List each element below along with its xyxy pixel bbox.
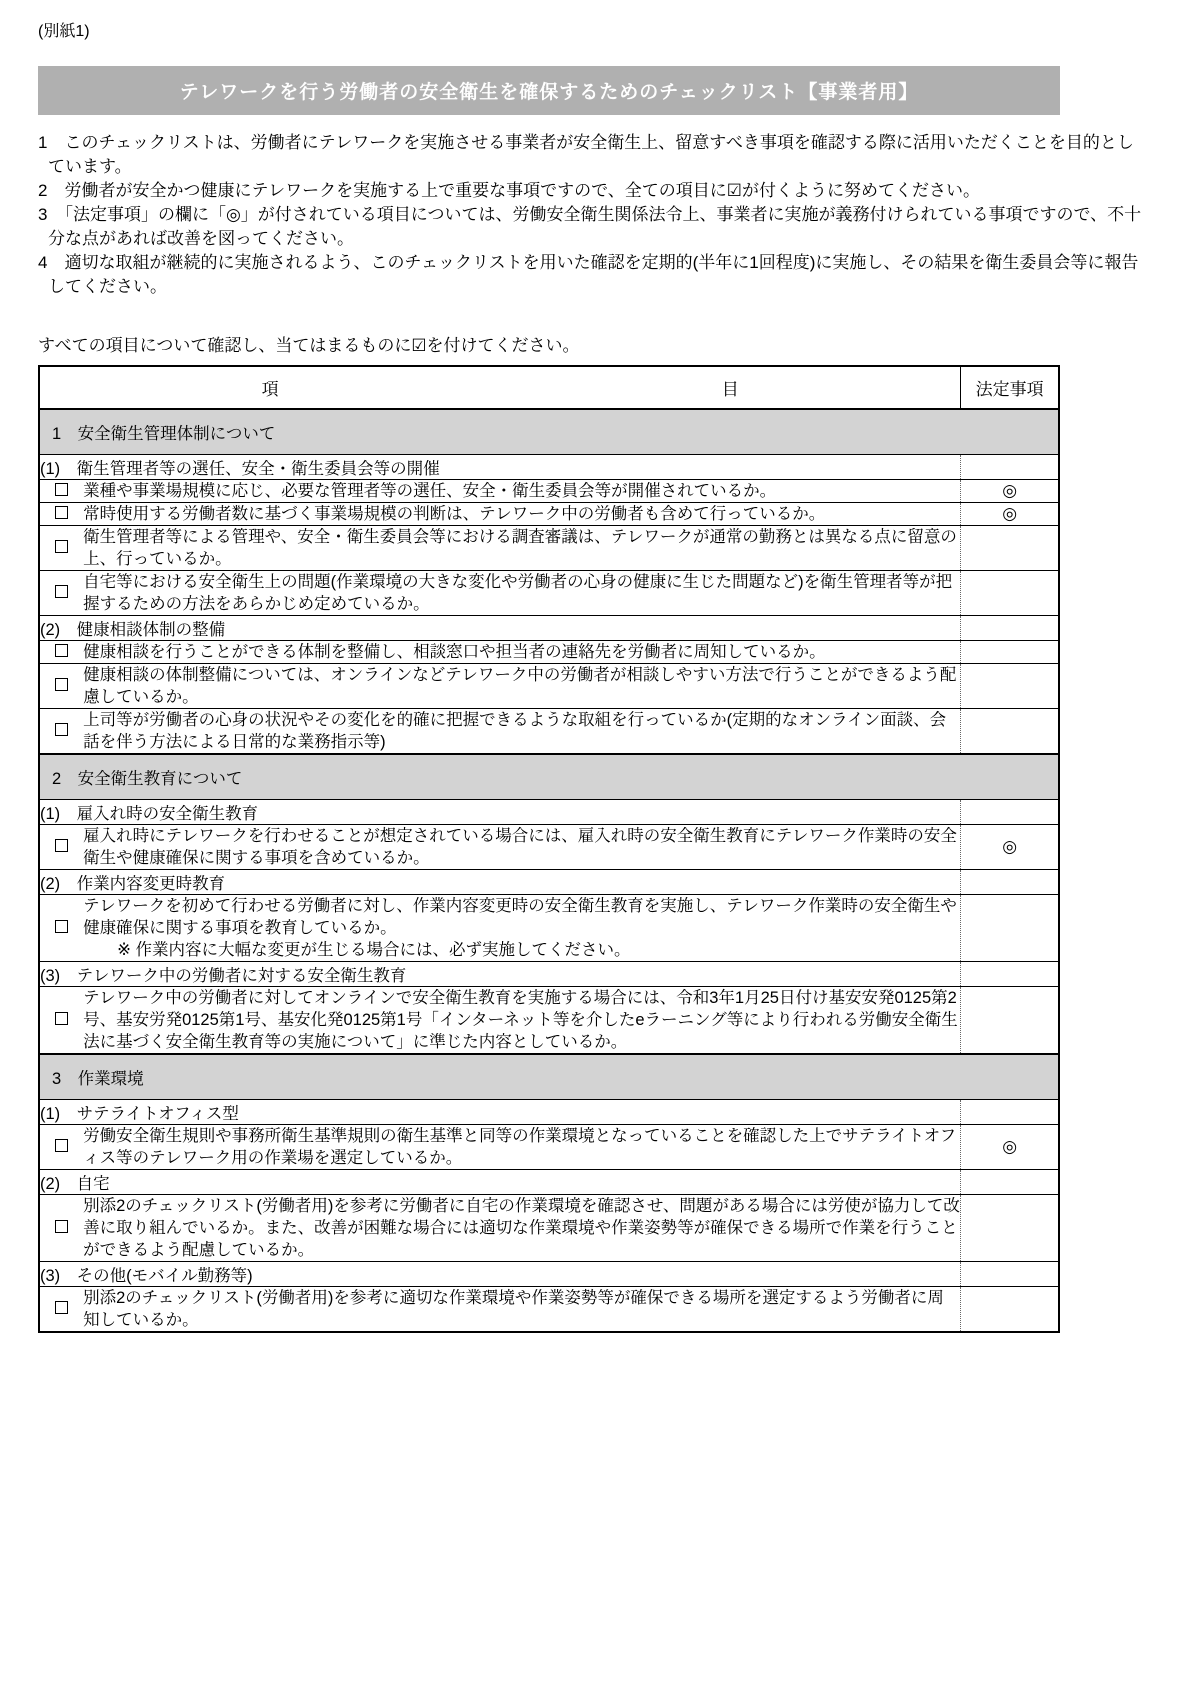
legal-cell-empty xyxy=(961,962,1059,987)
item-text: 雇入れ時にテレワークを行わせることが想定されている場合には、雇入れ時の安全衛生教育にテレワーク作業時の安全衛生や健康確保に関する事項を含めているか。 xyxy=(83,825,961,870)
item-text: テレワーク中の労働者に対してオンラインで安全衛生教育を実施する場合には、令和3年1月25日付け基安安発0125第2号、基安労発0125第1号、基安化発0125第1号「インターネット等を介したeラーニング等により行われる労働安全衛生法に基づく安全衛生教育等の実施について」に準じた内容としているか。 xyxy=(83,987,961,1055)
attachment-label: (別紙1) xyxy=(38,23,90,40)
item-text: 別添2のチェックリスト(労働者用)を参考に適切な作業環境や作業姿勢等が確保できる場所を選定するよう労働者に周知しているか。 xyxy=(83,1287,961,1333)
item-note: ※ 作業内容に大幅な変更が生じる場合には、必ず実施してください。 xyxy=(117,941,631,959)
checkbox-cell xyxy=(39,895,83,962)
section-title: 3 作業環境 xyxy=(39,1054,1059,1100)
intro-item-1: 1 このチェックリストは、労働者にテレワークを実施させる事業者が安全衛生上、留意すべき事項を確認する際に活用いただくことを目的としています。 xyxy=(38,133,1134,176)
legal-mark: ◎ xyxy=(961,480,1059,503)
checklist-item-row xyxy=(39,1287,1059,1333)
checklist-item-row xyxy=(39,503,1059,526)
column-header-item-left: 項 xyxy=(261,380,279,399)
legal-mark xyxy=(961,709,1059,755)
subsection-row xyxy=(39,962,1059,987)
intro-item-3: 3 「法定事項」の欄に「◎」が付されている項目については、労働安全衛生関係法令上、事業者に実施が義務付けられている事項ですので、不十分な点があれば改善を図ってください。 xyxy=(38,205,1142,248)
item-text: 衛生管理者等による管理や、安全・衛生委員会等における調査審議は、テレワークが通常の勤務とは異なる点に留意の上、行っているか。 xyxy=(83,526,961,571)
checklist-item-row xyxy=(39,480,1059,503)
checklist-instruction: すべての項目について確認し、当てはまるものに☑を付けてください。 xyxy=(38,336,580,355)
item-text: 健康相談の体制整備については、オンラインなどテレワーク中の労働者が相談しやすい方法で行うことができるよう配慮しているか。 xyxy=(83,664,961,709)
subsection-title: (1) 衛生管理者等の選任、安全・衛生委員会等の開催 xyxy=(39,455,961,480)
subsection-title: (3) テレワーク中の労働者に対する安全衛生教育 xyxy=(39,962,961,987)
item-checkbox[interactable] xyxy=(55,644,68,657)
checkbox-cell xyxy=(39,825,83,870)
subsection-title: (2) 作業内容変更時教育 xyxy=(39,870,961,895)
legal-cell-empty xyxy=(961,1100,1059,1125)
item-checkbox[interactable] xyxy=(55,723,68,736)
subsection-row xyxy=(39,616,1059,641)
checklist-item-row xyxy=(39,895,1059,962)
item-checkbox[interactable] xyxy=(55,1139,68,1152)
checklist-item-row xyxy=(39,571,1059,616)
checklist-table xyxy=(38,365,1060,1333)
item-checkbox[interactable] xyxy=(55,1220,68,1233)
legal-mark xyxy=(961,664,1059,709)
checklist-item-row xyxy=(39,987,1059,1055)
column-header-item xyxy=(39,366,961,409)
checklist-item-row xyxy=(39,1125,1059,1170)
section-title: 1 安全衛生管理体制について xyxy=(39,409,1059,455)
item-checkbox[interactable] xyxy=(55,1301,68,1314)
document-title: テレワークを行う労働者の安全衛生を確保するためのチェックリスト【事業者用】 xyxy=(38,66,1060,115)
checkbox-cell xyxy=(39,526,83,571)
subsection-row xyxy=(39,1100,1059,1125)
legal-mark xyxy=(961,987,1059,1055)
intro-paragraphs xyxy=(38,131,1146,299)
legal-cell-empty xyxy=(961,800,1059,825)
legal-mark xyxy=(961,1195,1059,1262)
checklist-item-row xyxy=(39,664,1059,709)
section-row xyxy=(39,409,1059,455)
legal-mark: ◎ xyxy=(961,825,1059,870)
item-checkbox[interactable] xyxy=(55,506,68,519)
subsection-row xyxy=(39,455,1059,480)
subsection-title: (3) その他(モバイル勤務等) xyxy=(39,1262,961,1287)
legal-cell-empty xyxy=(961,455,1059,480)
item-text: 健康相談を行うことができる体制を整備し、相談窓口や担当者の連絡先を労働者に周知しているか。 xyxy=(83,641,961,664)
subsection-row xyxy=(39,870,1059,895)
item-text: テレワークを初めて行わせる労働者に対し、作業内容変更時の安全衛生教育を実施し、テレワーク作業時の安全衛生や健康確保に関する事項を教育しているか。 ※ 作業内容に大幅な変更が生じる場合には、必ず実施してください。 xyxy=(83,895,961,962)
item-checkbox[interactable] xyxy=(55,839,68,852)
legal-mark xyxy=(961,1287,1059,1333)
legal-cell-empty xyxy=(961,616,1059,641)
checklist-item-row xyxy=(39,526,1059,571)
table-header-row xyxy=(39,366,1059,409)
legal-mark: ◎ xyxy=(961,503,1059,526)
subsection-title: (2) 自宅 xyxy=(39,1170,961,1195)
checkbox-cell xyxy=(39,664,83,709)
item-checkbox[interactable] xyxy=(55,540,68,553)
item-text: 業種や事業場規模に応じ、必要な管理者等の選任、安全・衛生委員会等が開催されているか。 xyxy=(83,480,961,503)
item-text: 労働安全衛生規則や事務所衛生基準規則の衛生基準と同等の作業環境となっていることを確認した上でサテライトオフィス等のテレワーク用の作業場を選定しているか。 xyxy=(83,1125,961,1170)
legal-mark xyxy=(961,895,1059,962)
section-row xyxy=(39,754,1059,800)
subsection-title: (1) サテライトオフィス型 xyxy=(39,1100,961,1125)
item-checkbox[interactable] xyxy=(55,920,68,933)
checklist-item-row xyxy=(39,825,1059,870)
legal-cell-empty xyxy=(961,870,1059,895)
checklist-item-row xyxy=(39,1195,1059,1262)
legal-mark: ◎ xyxy=(961,1125,1059,1170)
checkbox-cell xyxy=(39,641,83,664)
item-text: 上司等が労働者の心身の状況やその変化を的確に把握できるような取組を行っているか(定期的なオンライン面談、会話を伴う方法による日常的な業務指示等) xyxy=(83,709,961,755)
subsection-title: (2) 健康相談体制の整備 xyxy=(39,616,961,641)
section-row xyxy=(39,1054,1059,1100)
item-text: 常時使用する労働者数に基づく事業場規模の判断は、テレワーク中の労働者も含めて行っているか。 xyxy=(83,503,961,526)
legal-mark xyxy=(961,571,1059,616)
subsection-title: (1) 雇入れ時の安全衛生教育 xyxy=(39,800,961,825)
legal-cell-empty xyxy=(961,1262,1059,1287)
checklist-item-row xyxy=(39,709,1059,755)
column-header-legal: 法定事項 xyxy=(961,366,1059,409)
checkbox-cell xyxy=(39,987,83,1055)
checkbox-cell xyxy=(39,1195,83,1262)
checkbox-cell xyxy=(39,503,83,526)
checkbox-cell xyxy=(39,1287,83,1333)
subsection-row xyxy=(39,800,1059,825)
checklist-item-row xyxy=(39,641,1059,664)
section-title: 2 安全衛生教育について xyxy=(39,754,1059,800)
column-header-item-right: 目 xyxy=(721,380,739,399)
item-checkbox[interactable] xyxy=(55,1012,68,1025)
legal-mark xyxy=(961,641,1059,664)
checkbox-cell xyxy=(39,480,83,503)
legal-mark xyxy=(961,526,1059,571)
subsection-row xyxy=(39,1170,1059,1195)
item-checkbox[interactable] xyxy=(55,483,68,496)
checkbox-cell xyxy=(39,1125,83,1170)
item-text: 自宅等における安全衛生上の問題(作業環境の大きな変化や労働者の心身の健康に生じた問題など)を衛生管理者等が把握するための方法をあらかじめ定めているか。 xyxy=(83,571,961,616)
item-text: 別添2のチェックリスト(労働者用)を参考に労働者に自宅の作業環境を確認させ、問題がある場合には労使が協力して改善に取り組んでいるか。また、改善が困難な場合には適切な作業環境や作業姿勢等が確保できる場所で作業を行うことができるよう配慮しているか。 xyxy=(83,1195,961,1262)
intro-item-2: 2 労働者が安全かつ健康にテレワークを実施する上で重要な事項ですので、全ての項目に☑が付くように努めてください。 xyxy=(38,181,981,200)
checklist-table-body xyxy=(39,409,1059,1332)
intro-item-4: 4 適切な取組が継続的に実施されるよう、このチェックリストを用いた確認を定期的(半年に1回程度)に実施し、その結果を衛生委員会等に報告してください。 xyxy=(38,253,1139,296)
checkbox-cell xyxy=(39,709,83,755)
item-checkbox[interactable] xyxy=(55,678,68,691)
item-checkbox[interactable] xyxy=(55,585,68,598)
legal-cell-empty xyxy=(961,1170,1059,1195)
checkbox-cell xyxy=(39,571,83,616)
subsection-row xyxy=(39,1262,1059,1287)
